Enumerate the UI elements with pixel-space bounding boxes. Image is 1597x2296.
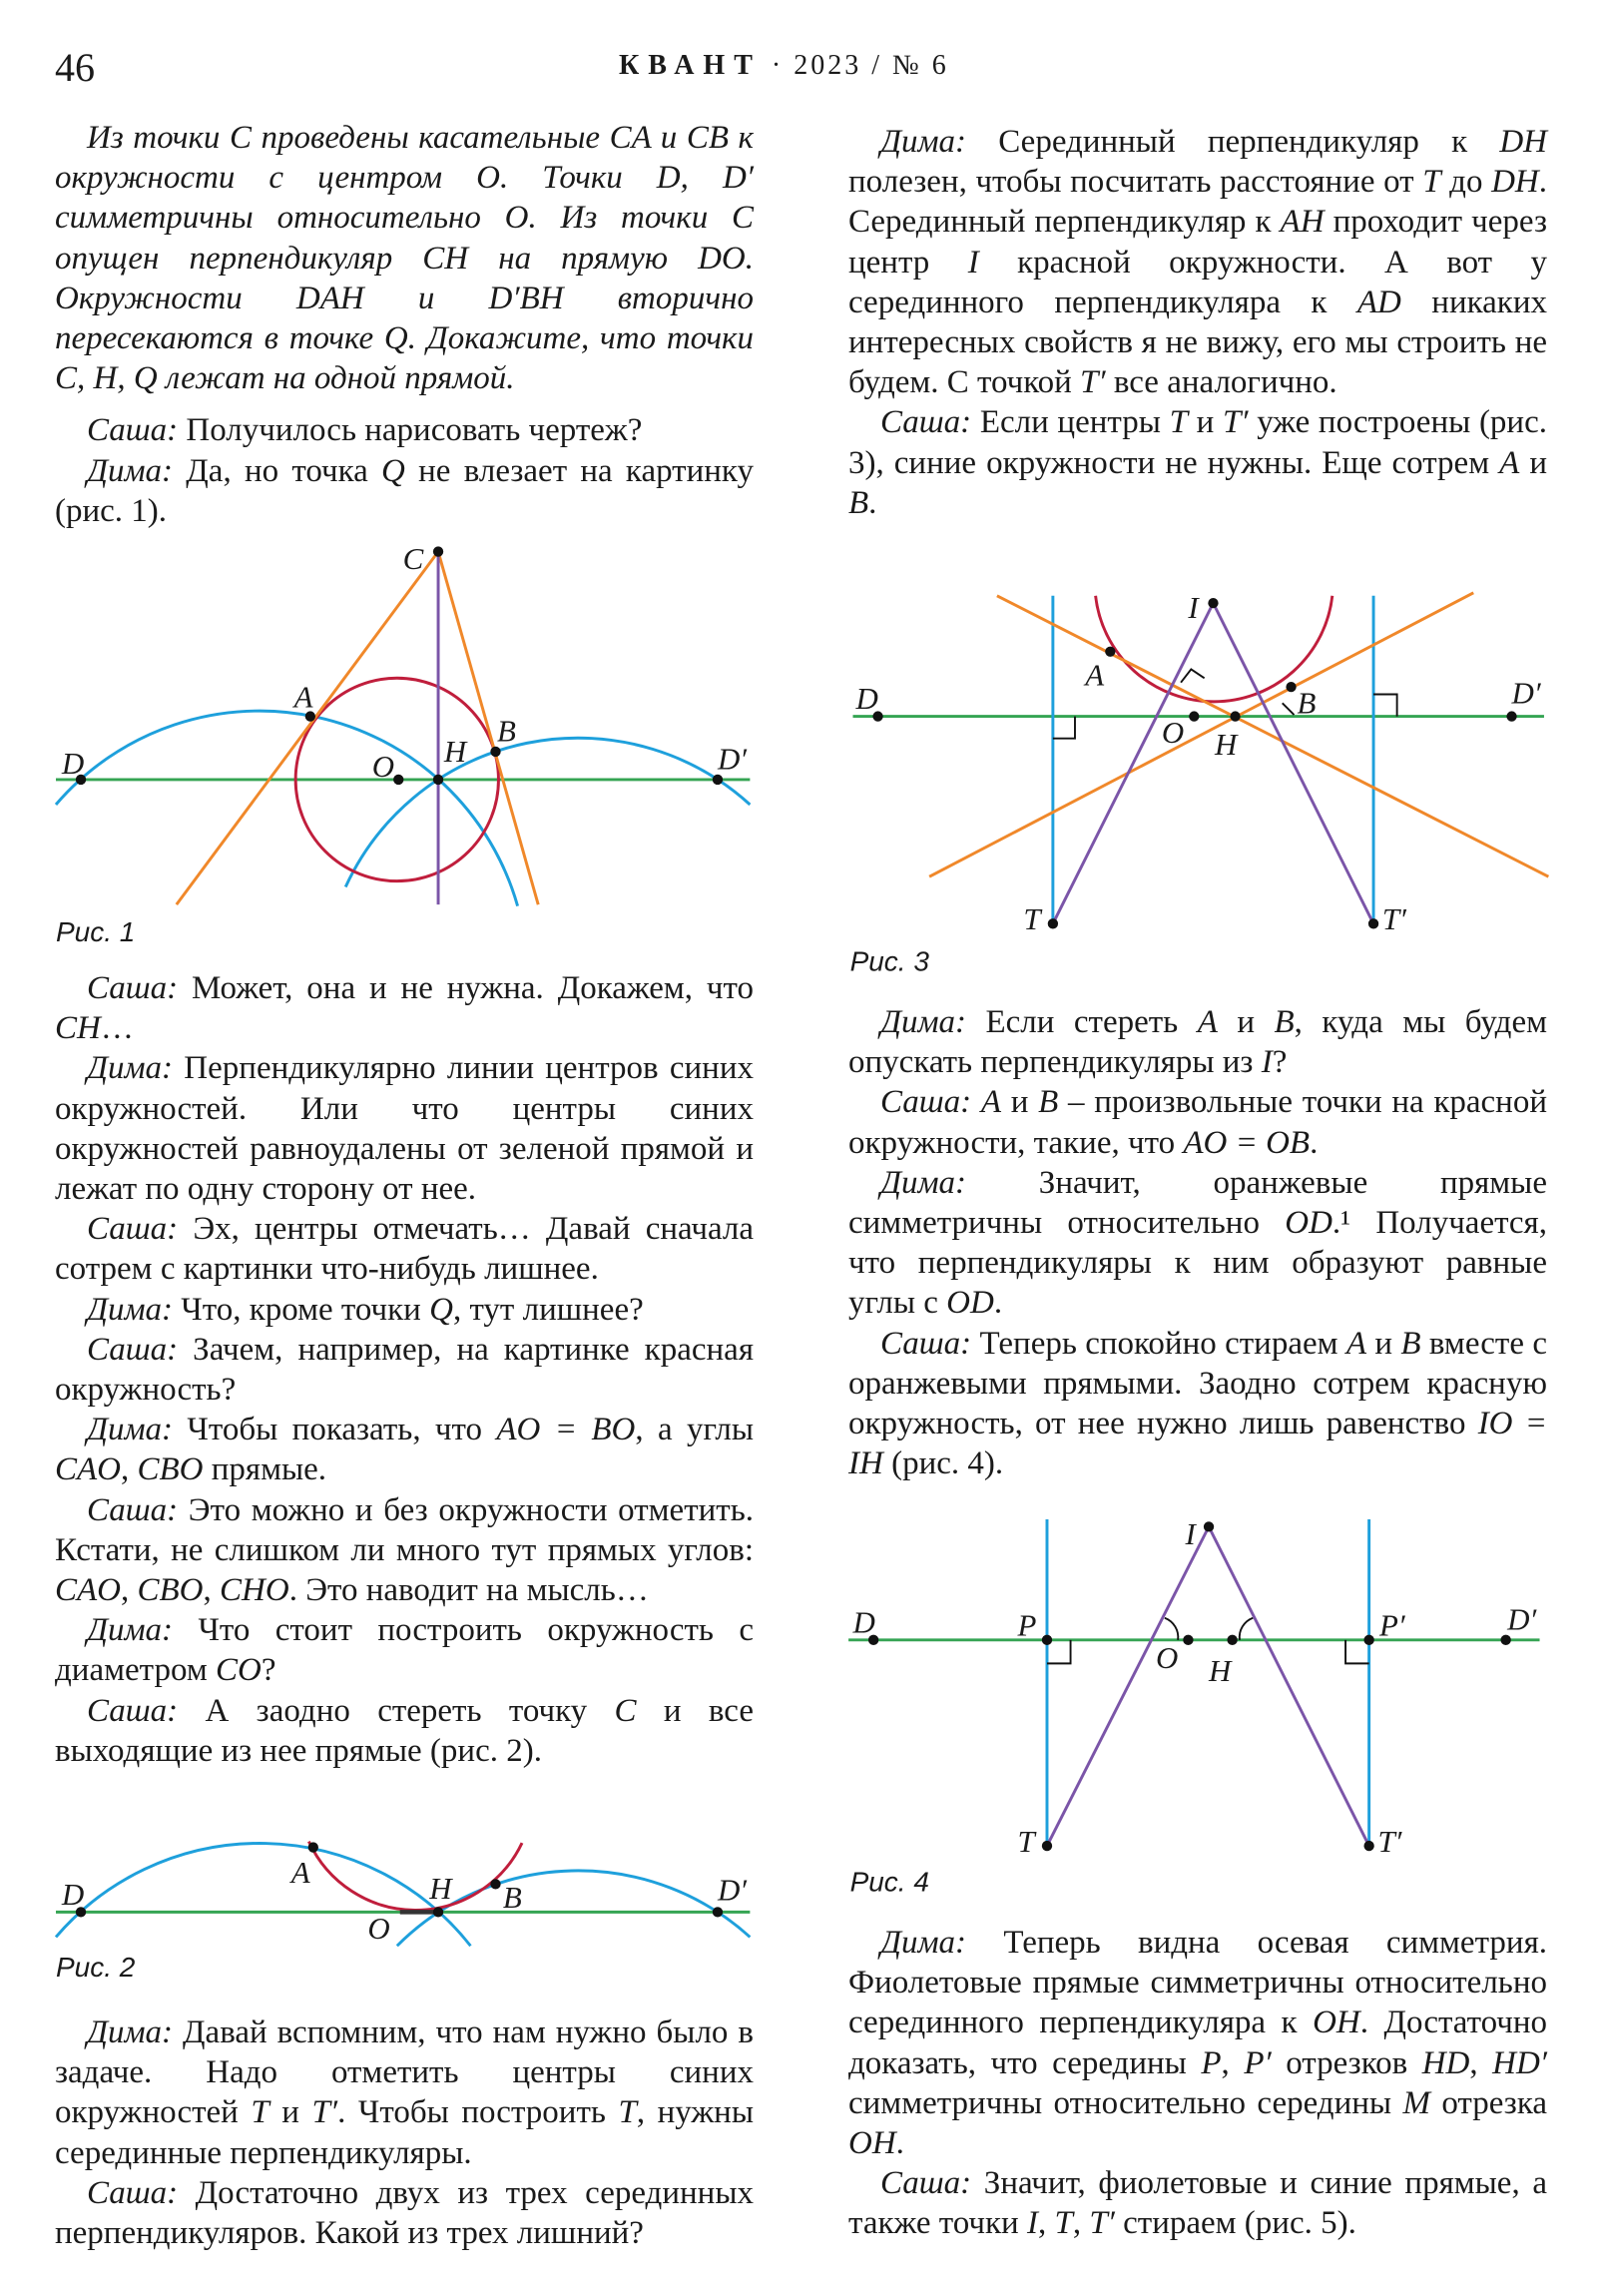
speaker-name: Дима: [880, 1164, 967, 1201]
text-run: . [993, 1285, 1003, 1322]
text-run: Если стереть [966, 1004, 1198, 1040]
speaker-name: Дима: [880, 1925, 967, 1961]
math-expression: AO = OB [1183, 1124, 1311, 1161]
math-expression: Q [381, 452, 405, 489]
math-expression: DH [1491, 164, 1539, 201]
figure-4 [848, 1516, 1539, 1898]
label-H: H [1209, 1653, 1232, 1689]
math-expression: T [1054, 2205, 1073, 2242]
math-expression: CH [55, 1010, 101, 1047]
text-run: отрезков [1271, 2044, 1422, 2081]
label-T: T [1017, 1823, 1035, 1859]
math-expression: CBO [137, 1451, 204, 1488]
text-run: Что стоит построить окружность с диаметром [55, 1612, 754, 1689]
speaker-name: Дима: [87, 452, 174, 489]
text-run: ? [261, 1652, 276, 1689]
page-number: 46 [55, 45, 95, 90]
text-run: Значит, оранжевые прямые симметричны относительно [848, 1164, 1547, 1242]
text-run: до [1440, 164, 1492, 201]
text-run: и [1187, 404, 1223, 441]
text-run: Давай вспомним, что нам нужно было в задаче. Надо отметить центры синих окружностей [55, 2014, 754, 2131]
math-expression: I [1026, 2205, 1038, 2242]
label-O: O [371, 748, 395, 784]
math-expression: CO [215, 1652, 262, 1689]
text-run: , [121, 1572, 138, 1609]
speaker-name: Саша: [880, 1084, 972, 1121]
label-C: C [402, 541, 424, 577]
math-expression: T′ [1222, 404, 1249, 441]
label-P-prime: P′ [1378, 1607, 1405, 1643]
purple-line-it [1053, 603, 1214, 923]
orange-tangent-cb [438, 552, 538, 905]
label-T-prime: T′ [1377, 1823, 1402, 1859]
label-A: A [290, 1854, 310, 1890]
text-run: , а углы [635, 1412, 755, 1448]
math-expression: T [251, 2094, 269, 2131]
math-expression: P [1201, 2044, 1222, 2081]
speaker-name: Дима: [87, 1291, 174, 1328]
label-I: I [1188, 589, 1199, 625]
speaker-name: Саша: [87, 1331, 179, 1368]
text-run: никаких интересных свойств я не вижу, его мы строить не будем. С точкой [848, 284, 1547, 401]
label-H: H [1214, 726, 1238, 762]
figure-3 [850, 590, 1549, 977]
figure-1 [56, 541, 750, 947]
speaker-name: Саша: [87, 1491, 179, 1528]
label-D: D [61, 746, 85, 782]
label-T: T [1023, 901, 1041, 937]
text-run: стираем (рис. 5). [1114, 2205, 1356, 2242]
speaker-name: Саша: [87, 1692, 179, 1729]
label-B: B [496, 713, 516, 749]
label-D: D [852, 1604, 875, 1640]
label-D: D [61, 1877, 85, 1913]
math-expression: B [1038, 1084, 1059, 1121]
caption-fig2: Рис. 2 [55, 1952, 136, 1984]
math-expression: CAO [55, 1451, 121, 1488]
blue-circle-right [345, 738, 750, 886]
text-run: Получилось нарисовать чертеж? [178, 412, 643, 449]
caption-fig4: Рис. 4 [849, 1866, 929, 1898]
math-expression: CBO [137, 1572, 204, 1609]
label-O: O [1156, 1639, 1179, 1675]
purple-line-it-prime [1209, 1526, 1369, 1846]
red-arc [308, 1842, 522, 1911]
speaker-name: Саша: [87, 970, 179, 1006]
label-H: H [443, 734, 467, 770]
orange-tangent-ca [177, 552, 438, 905]
label-A: A [293, 679, 313, 715]
math-expression: CAO [55, 1572, 121, 1609]
text-run: .¹ Получается, что перпендикуляры к ним образуют равные углы с [848, 1205, 1547, 1322]
label-B: B [1297, 685, 1317, 721]
label-P: P [1017, 1607, 1037, 1643]
label-D-prime: D′ [1511, 675, 1541, 711]
speaker-name: Саша: [880, 2165, 972, 2202]
math-expression: CHO [220, 1572, 289, 1609]
text-run: , [121, 1451, 138, 1488]
text-run: все аналогично. [1105, 364, 1337, 401]
math-expression: A [980, 1084, 1002, 1121]
text-run: Если центры [971, 404, 1170, 441]
text-run: вместе с оранжевыми прямыми. Заодно сотрем красную окружность, от нее нужно лишь равенство [848, 1325, 1547, 1442]
text-run: , нужны серединные перпендикуляры. [55, 2094, 754, 2171]
math-expression: A [1499, 444, 1520, 481]
speaker-name: Дима: [87, 2014, 174, 2050]
math-expression: IO = IH [848, 1406, 1548, 1482]
text-run: симметричны относительно середины [848, 2084, 1403, 2121]
text-run: Перпендикулярно линии центров синих окружностей. Или что центры синих окружностей равноудалены от зеленой прямой и лежат по одну сторону от нее. [55, 1050, 754, 1208]
points [76, 1842, 723, 1917]
label-O: O [367, 1910, 390, 1946]
text-run: . [868, 484, 877, 521]
text-run: и [1001, 1084, 1039, 1121]
purple-line-it-prime [1213, 603, 1373, 923]
speaker-name: Саша: [880, 1325, 972, 1362]
text-run: Чтобы показать, что [173, 1412, 497, 1448]
label-A: A [1085, 657, 1105, 693]
text-run: . [895, 2125, 904, 2162]
math-expression: AD [1356, 284, 1401, 320]
blue-arc-left [56, 1843, 470, 1946]
caption-fig3: Рис. 3 [849, 945, 929, 977]
text-run: … [100, 1010, 134, 1047]
math-expression: M [1402, 2084, 1430, 2121]
text-run: Эх, центры отмечать… Давай сначала сотрем с картинки что-нибудь лишнее. [55, 1211, 754, 1288]
text-run: . Это наводит на мысль… [288, 1572, 649, 1609]
speaker-name: Дима: [87, 1050, 174, 1087]
text-run: проходит через центр [848, 204, 1547, 281]
text-run: не влезает на картинку (рис. 1). [55, 452, 754, 529]
text-run: , [1072, 2205, 1090, 2242]
speaker-name: Дима: [880, 124, 967, 160]
text-run: (рис. 4). [882, 1445, 1004, 1482]
label-I: I [1185, 1516, 1196, 1552]
label-D: D [855, 681, 878, 717]
text-run: , тут лишнее? [452, 1291, 644, 1328]
caption-fig1: Рис. 1 [55, 916, 136, 948]
text-run: и [1519, 444, 1547, 481]
math-expression: DH [1499, 124, 1547, 160]
math-expression: T [618, 2094, 637, 2131]
issue-number: · 2023 / № 6 [771, 50, 949, 81]
text-run: Что, кроме точки [173, 1291, 430, 1328]
text-run: , [1221, 2044, 1245, 2081]
text-run: отрезка [1429, 2084, 1547, 2121]
text-run: и [1366, 1325, 1401, 1362]
text-run: А заодно стереть точку [178, 1692, 615, 1729]
math-expression: I [1261, 1044, 1273, 1081]
speaker-name: Саша: [880, 404, 972, 441]
math-expression: HD [1421, 2044, 1470, 2081]
text-run: и все выходящие из нее прямые (рис. 2). [55, 1692, 754, 1769]
label-D-prime: D′ [717, 1872, 748, 1908]
math-expression: T [1169, 404, 1188, 441]
text-run: Достаточно двух из трех серединных перпендикуляров. Какой из трех лишний? [55, 2174, 754, 2252]
orange-line-2 [929, 593, 1473, 876]
text-run: . Чтобы построить [337, 2094, 619, 2131]
math-expression: HD′ [1492, 2044, 1548, 2081]
math-expression: T′ [1089, 2205, 1115, 2242]
math-expression: C [614, 1692, 637, 1729]
speaker-name: Дима: [87, 1412, 174, 1448]
text-run: – произвольные точки на красной окружности, такие, что [848, 1084, 1548, 1161]
math-expression: P′ [1244, 2044, 1272, 2081]
text-run: , [203, 1572, 220, 1609]
purple-line-it [1047, 1526, 1209, 1846]
journal-title: КВАНТ [619, 50, 762, 81]
math-expression: AH [1280, 204, 1325, 241]
math-expression: A [1197, 1004, 1218, 1040]
math-expression: OH [848, 2125, 896, 2162]
math-expression: OD [1285, 1205, 1332, 1242]
math-expression: T [1422, 164, 1441, 201]
speaker-name: Дима: [87, 1612, 174, 1649]
text-run: . Достаточно доказать, что середины [848, 2005, 1547, 2081]
text-run: и [1217, 1004, 1275, 1040]
math-expression: OH [1313, 2005, 1360, 2041]
text-run: . [1310, 1124, 1319, 1161]
label-D-prime: D′ [1507, 1601, 1537, 1637]
math-expression: B [1400, 1325, 1421, 1362]
math-expression: AO = BO [496, 1412, 636, 1448]
label-D-prime: D′ [717, 741, 748, 777]
text-run: Да, но точка [173, 452, 382, 489]
math-expression: B [848, 484, 869, 521]
text-run: ? [1272, 1044, 1288, 1081]
text-run: прямые. [203, 1451, 327, 1488]
math-expression: Q [429, 1291, 453, 1328]
speaker-name: Дима: [880, 1004, 967, 1040]
text-run: Значит, фиолетовые и синие прямые, а также точки [848, 2165, 1547, 2242]
math-expression: B [1274, 1004, 1295, 1040]
text-run: полезен, чтобы посчитать расстояние от [848, 164, 1423, 201]
orange-line-1 [997, 596, 1548, 876]
points [868, 1521, 1511, 1851]
text-run: Теперь видна осевая симметрия. Фиолетовые прямые симметричны относительно серединного перпендикуляра к [848, 1925, 1547, 2041]
math-expression: I [967, 244, 979, 281]
text-run: Из точки C проведены касательные CA и CB к окружности с центром O. Точки D, D′ симметричны относительно O. Из точки C опущен перпендикуляр CH на прямую DO. Окружности DAH и D′BH вторично пересекаются в точке Q. Докажите, что точки C, H, Q лежат на одной прямой. [55, 120, 754, 397]
text-run: уже построены (рис. 3), синие окружности не нужны. Еще сотрем [848, 404, 1547, 481]
text-run: , куда мы будем опускать перпендикуляры из [848, 1004, 1547, 1081]
text-run: Может, она и не нужна. Докажем, что [178, 970, 754, 1006]
text-run: , [1037, 2205, 1055, 2242]
text-run: красной окружности. А вот у серединного перпендикуляра к [848, 244, 1547, 320]
text-run: Теперь спокойно стираем [971, 1325, 1346, 1362]
speaker-name: Саша: [87, 2174, 179, 2211]
label-T-prime: T′ [1381, 901, 1406, 937]
text-run: , [1469, 2044, 1493, 2081]
math-expression: T′ [311, 2094, 338, 2131]
text-run: и [268, 2094, 312, 2131]
math-expression: A [1345, 1325, 1367, 1362]
text-run: Серединный перпендикуляр к [966, 124, 1500, 160]
label-O: O [1161, 715, 1185, 751]
math-expression: OD [946, 1285, 994, 1322]
speaker-name: Саша: [87, 1211, 179, 1248]
text-run: . Серединный перпендикуляр к [848, 164, 1548, 241]
points [872, 598, 1516, 928]
text-run: Это можно и без окружности отметить. Кстати, не слишком ли много тут прямых углов: [55, 1491, 754, 1568]
figure-2 [56, 1842, 750, 1984]
label-H: H [429, 1871, 452, 1907]
label-B: B [502, 1879, 522, 1915]
text-run: Зачем, например, на картинке красная окружность? [55, 1331, 754, 1409]
math-expression: T′ [1080, 364, 1106, 401]
speaker-name: Саша: [87, 412, 179, 449]
